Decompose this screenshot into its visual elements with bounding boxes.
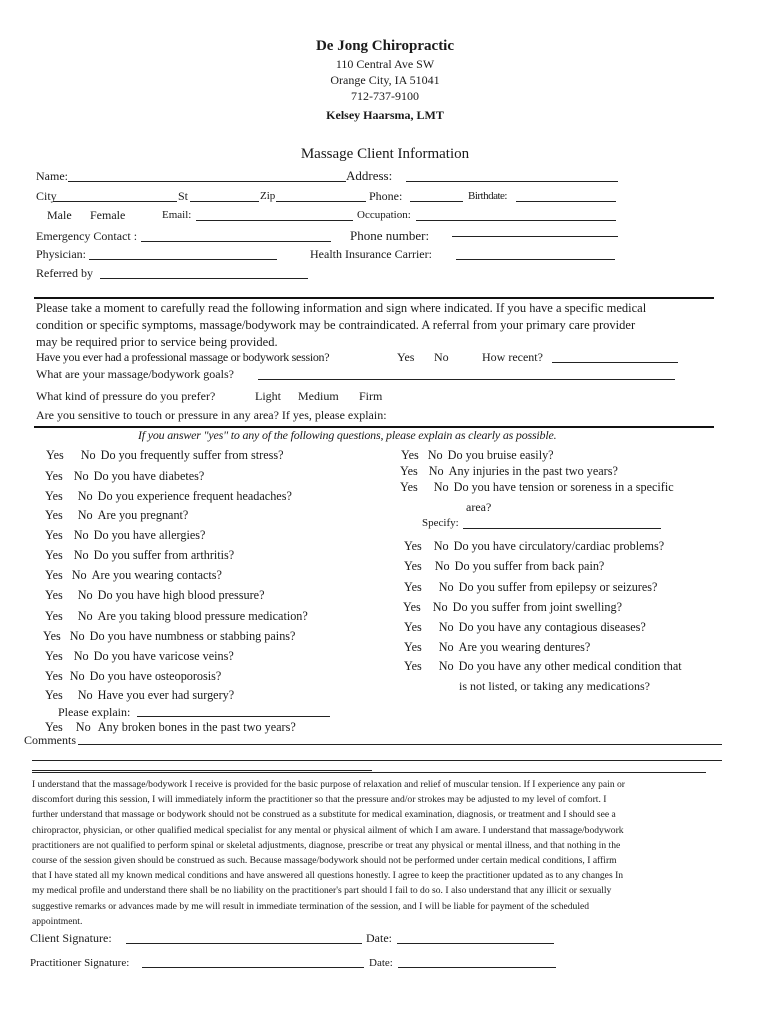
zip-input-line[interactable] [276,201,366,202]
right-question-text: Do you suffer from joint swelling? [452,600,622,614]
right-top-question-row [401,448,554,463]
how-recent-input-line[interactable] [552,362,678,363]
left-no-option[interactable]: No [73,528,89,542]
right-top-question-row [400,480,674,495]
sensitive-question: Are you sensitive to touch or pressure in any area? If yes, please explain: [36,408,387,422]
left-question-text: Are you taking blood pressure medication? [97,609,308,623]
left-no-option[interactable]: No [77,508,93,522]
left-question-row [45,609,308,624]
prof-no-option[interactable]: No [434,350,449,364]
left-question-text: Have you ever had surgery? [97,688,235,702]
right-question-row [404,559,604,574]
phone-input-line[interactable] [410,201,463,202]
right-question-text: Do you have any contagious diseases? [458,620,646,634]
how-recent-label: How recent? [482,350,543,364]
other-condition-continued: is not listed, or taking any medications? [459,679,650,693]
left-no-option[interactable]: No [77,688,93,702]
right-question-row [404,659,682,674]
name-input-line[interactable] [68,181,346,182]
comments-input-line-2[interactable] [32,760,722,761]
emergency-label: Emergency Contact : [36,229,138,243]
left-question-row [43,629,295,644]
left-question-text: Do you have high blood pressure? [97,588,265,602]
left-question-text: Do you experience frequent headaches? [97,489,292,503]
left-question-row [45,568,222,583]
comments-bottom-rule [32,772,706,773]
right-question-text: Do you suffer from epilepsy or seizures? [458,580,658,594]
right-question-row [404,640,590,655]
left-question-row [45,649,234,664]
left-yes-option[interactable]: Yes [45,649,63,663]
email-input-line[interactable] [196,220,353,221]
left-yes-option[interactable]: Yes [46,448,64,462]
left-question-text: Do you have allergies? [93,528,206,542]
phone-number-input-line[interactable] [452,236,618,237]
please-explain-input-line[interactable] [137,716,330,717]
street-address: 110 Central Ave SW [335,57,435,71]
left-question-text: Do you have varicose veins? [93,649,234,663]
female-option[interactable]: Female [90,208,126,222]
right-top-yes-option[interactable]: Yes [400,464,418,478]
insurance-label: Health Insurance Carrier: [310,247,432,261]
prof-session-question: Have you ever had a professional massage or bodywork session? [36,350,330,364]
left-yes-option[interactable]: Yes [43,629,61,643]
left-no-option[interactable]: No [73,469,89,483]
goals-label: What are your massage/bodywork goals? [36,367,234,381]
left-no-option[interactable]: No [77,609,93,623]
left-question-row [45,528,205,543]
business-phone: 712-737-9100 [351,89,419,103]
right-top-yes-option[interactable]: Yes [401,448,419,462]
therapist-name: Kelsey Haarsma, LMT [326,108,444,122]
client-date-label: Date: [366,931,392,945]
left-question-row [45,508,188,523]
right-yes-option[interactable]: Yes [404,640,422,654]
left-question-row [45,688,234,703]
right-no-option[interactable]: No [438,580,454,594]
specify-label: Specify: [422,517,459,529]
right-yes-option[interactable]: Yes [404,539,422,553]
left-question-row [45,469,204,484]
comments-input-line-3[interactable] [32,770,372,771]
broken-bones-no[interactable]: No [75,720,91,734]
right-question-row [403,600,622,615]
phone-label: Phone: [369,189,403,203]
section-divider [34,297,714,299]
address-input-line[interactable] [406,181,618,182]
email-label: Email: [162,209,192,221]
practitioner-date-input-line[interactable] [398,967,556,968]
client-signature-label: Client Signature: [30,931,112,945]
occupation-label: Occupation: [357,209,411,221]
right-no-option[interactable]: No [438,640,454,654]
insurance-input-line[interactable] [456,259,615,260]
right-top-question-text: Any injuries in the past two years? [448,464,618,478]
left-yes-option[interactable]: Yes [45,469,63,483]
client-signature-input-line[interactable] [126,943,362,944]
physician-label: Physician: [36,247,86,261]
business-name: De Jong Chiropractic [315,38,455,54]
question-broken-bones: Yes No Any broken bones in the past two years? [45,720,296,734]
comments-label: Comments [24,733,77,747]
birthdate-label: Birthdate: [468,190,507,202]
phone-number-label: Phone number: [350,228,430,243]
left-question-row [45,489,292,504]
right-no-option[interactable]: No [434,559,450,573]
left-no-option[interactable]: No [69,629,85,643]
left-question-row [45,669,221,684]
referred-input-line[interactable] [100,278,308,279]
right-yes-option[interactable]: Yes [404,620,422,634]
birthdate-input-line[interactable] [516,201,616,202]
left-no-option[interactable]: No [80,448,96,462]
occupation-input-line[interactable] [416,220,616,221]
left-yes-option[interactable]: Yes [45,669,63,683]
left-question-row [45,588,265,603]
right-question-text: Do you suffer from back pain? [454,559,605,573]
goals-input-line[interactable] [258,379,675,380]
broken-bones-yes[interactable]: Yes [45,720,63,734]
left-no-option[interactable]: No [73,649,89,663]
right-question-text: Do you have circulatory/cardiac problems? [453,539,665,553]
right-question-text: Are you wearing dentures? [458,640,591,654]
pressure-light-option[interactable]: Light [255,389,281,403]
right-question-text: Do you have any other medical condition that [458,659,682,673]
right-no-option[interactable]: No [432,600,448,614]
area-label: area? [466,500,492,514]
left-no-option[interactable]: No [77,588,93,602]
right-question-row [404,580,657,595]
pressure-firm-option[interactable]: Firm [359,389,383,403]
left-yes-option[interactable]: Yes [45,548,63,562]
client-date-input-line[interactable] [397,943,554,944]
left-no-option[interactable]: No [71,568,87,582]
physician-input-line[interactable] [89,259,277,260]
left-question-row [46,448,284,463]
left-question-text: Do you frequently suffer from stress? [100,448,284,462]
referred-label: Referred by [36,266,93,280]
right-top-question-row [400,464,618,479]
state-label: St [178,189,189,203]
left-yes-option[interactable]: Yes [45,568,63,582]
pressure-medium-option[interactable]: Medium [298,389,339,403]
zip-label: Zip [260,190,276,202]
city-input-line[interactable] [53,201,177,202]
right-no-option[interactable]: No [438,659,454,673]
pressure-question: What kind of pressure do you prefer? [36,389,216,403]
left-no-option[interactable]: No [73,548,89,562]
left-yes-option[interactable]: Yes [45,588,63,602]
practitioner-signature-label: Practitioner Signature: [30,957,130,969]
right-no-option[interactable]: No [433,539,449,553]
comments-input-line-1[interactable] [78,744,722,745]
left-yes-option[interactable]: Yes [45,528,63,542]
name-label: Name: [36,169,68,183]
left-question-text: Are you pregnant? [97,508,189,522]
prof-yes-option[interactable]: Yes [397,350,415,364]
right-question-row [404,539,664,554]
left-yes-option[interactable]: Yes [45,609,63,623]
right-yes-option[interactable]: Yes [404,559,422,573]
right-top-no-option[interactable]: No [433,480,449,494]
state-input-line[interactable] [190,201,259,202]
left-question-row [45,548,234,563]
intro-paragraph: Please take a moment to carefully read the following information and sign where indicated. If you have a specific medical condition or specific symptoms, massage/bodywork may be contraindicated. A referral from your primary care provider may be required prior to service being provided. [36,301,647,349]
right-yes-option[interactable]: Yes [403,600,421,614]
specify-input-line[interactable] [463,528,661,529]
right-top-question-text: Do you bruise easily? [447,448,554,462]
male-option[interactable]: Male [47,208,72,222]
please-explain-label: Please explain: [58,705,131,719]
right-no-option[interactable]: No [438,620,454,634]
left-no-option[interactable]: No [77,489,93,503]
right-top-yes-option[interactable]: Yes [400,480,418,494]
right-question-row [404,620,646,635]
form-title: Massage Client Information [300,146,470,162]
yes-instruction: If you answer "yes" to any of the following questions, please explain as clearly as possible. [138,428,557,442]
practitioner-signature-input-line[interactable] [142,967,364,968]
practitioner-date-label: Date: [369,957,393,969]
left-question-text: Do you suffer from arthritis? [93,548,235,562]
left-yes-option[interactable]: Yes [45,489,63,503]
emergency-input-line[interactable] [141,241,331,242]
left-yes-option[interactable]: Yes [45,688,63,702]
city-label: City [36,189,57,203]
left-question-text: Are you wearing contacts? [91,568,222,582]
city-state-zip: Orange City, IA 51041 [330,73,440,87]
consent-paragraph: I understand that the massage/bodywork I receive is provided for the basic purpose of relaxation and relief of muscular tension. If I experience any pain or discomfort during this session, I will immediately inform the practitioner so that the pressure and/or strokes may be adjusted to my level of comfort. I further understand that massage or bodywork should not be construed as a substitute for medical examination, diagnosis, or treatment and I should see a chiropractor, physician, or other qualified medical specialist for any mental or physical ailment of which I am aware. I understand that massage/bodywork practitioners are not qualified to perform spinal or skeletal adjustments, diagnose, prescribe or treat any physical or mental illness, and that nothing in the course of the session given should be construed as such. Because massage/bodywork should not be performed under certain medical conditions, I affirm that I have stated all my known medical conditions and have answered all questions honestly. I agree to keep the practitioner updated as to any changes In my medical profile and understand there shall be no liability on the practitioner's part should I fail to do so. I also understand that any illicit or sexually suggestive remarks or advances made by me will result in immediate termination of the session, and I will be liable for payment of the scheduled appointment. [32,779,625,927]
left-question-text: Do you have diabetes? [93,469,205,483]
right-top-question-text: Do you have tension or soreness in a specific [453,480,674,494]
right-yes-option[interactable]: Yes [404,580,422,594]
left-question-text: Do you have osteoporosis? [89,669,222,683]
left-no-option[interactable]: No [69,669,85,683]
left-question-text: Do you have numbness or stabbing pains? [89,629,296,643]
right-yes-option[interactable]: Yes [404,659,422,673]
left-yes-option[interactable]: Yes [45,508,63,522]
right-top-no-option[interactable]: No [428,464,444,478]
right-top-no-option[interactable]: No [427,448,443,462]
address-label: Address: [346,168,393,183]
